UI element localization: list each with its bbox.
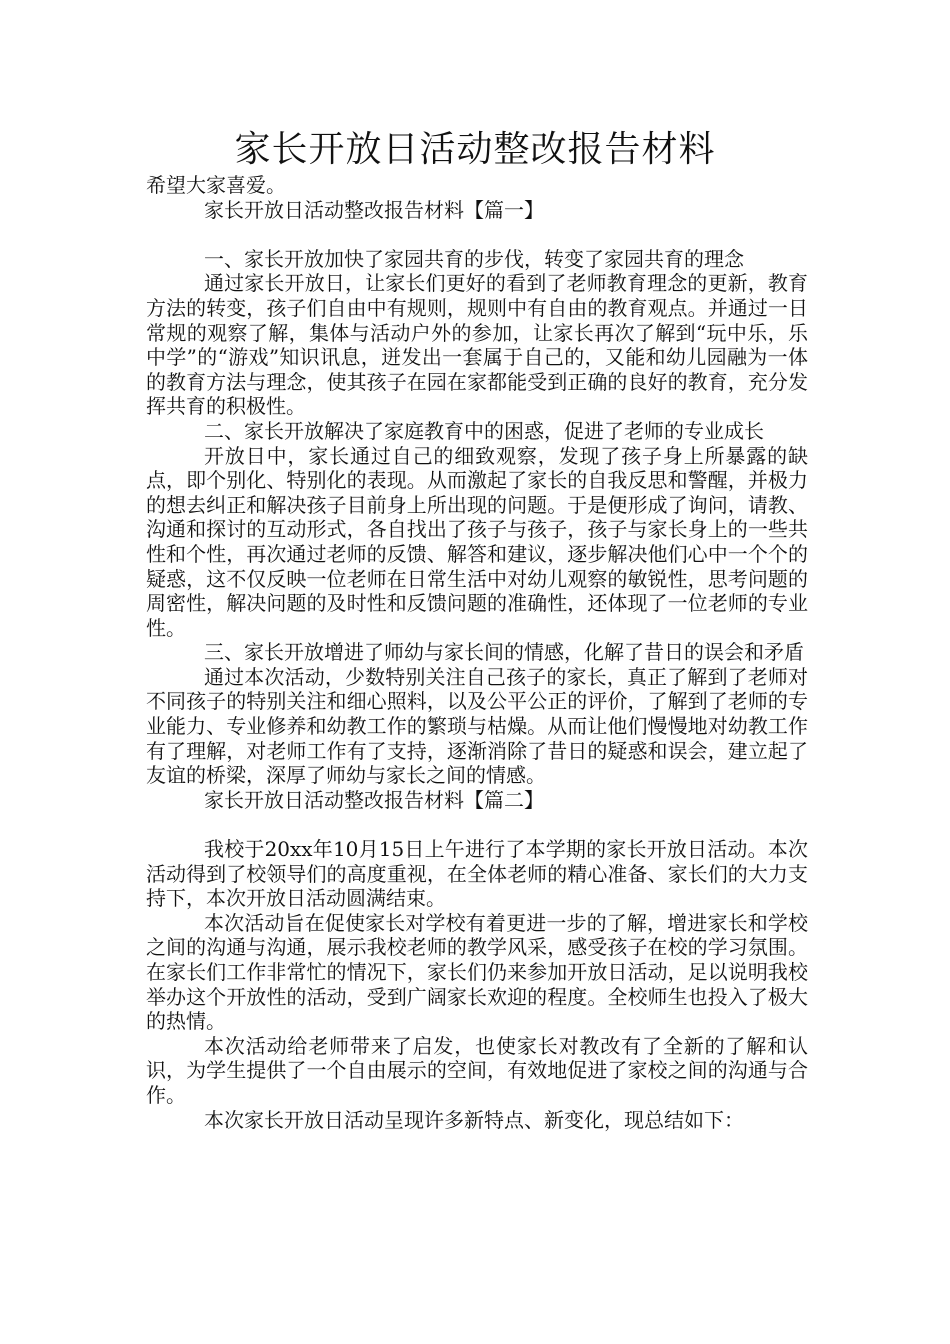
section2-paragraph: 本次活动旨在促使家长对学校有着更进一步的了解，增进家长和学校之间的沟通与沟通，展示我校老师的教学风采，感受孩子在校的学习氛围。在家长们工作非常忙的情况下，家长们仍来参加开放日活动，足以说明我校举办这个开放性的活动，受到广阔家长欢迎的程度。全校师生也投入了极大的热情。: [146, 910, 808, 1034]
section1-point3-heading: 三、家长开放增进了师幼与家长间的情感，化解了昔日的误会和矛盾: [204, 640, 804, 665]
section1-heading: 家长开放日活动整改报告材料【篇一】: [204, 197, 544, 222]
blank-line: [146, 812, 808, 837]
section2-paragraph: 本次活动给老师带来了启发，也使家长对教改有了全新的了解和认识，为学生提供了一个自由展示的空间，有效地促进了家校之间的沟通与合作。: [146, 1033, 808, 1107]
section2-heading: 家长开放日活动整改报告材料【篇二】: [204, 787, 544, 812]
document-body: [146, 173, 808, 1132]
intro-text: 希望大家喜爱。: [146, 173, 286, 197]
section1-point1-heading: 一、家长开放加快了家园共育的步伐，转变了家园共育的理念: [204, 246, 744, 271]
section1-paragraph: 通过本次活动，少数特别关注自己孩子的家长，真正了解到了老师对不同孩子的特别关注和细心照料，以及公平公正的评价，了解到了老师的专业能力、专业修养和幼教工作的繁琐与枯燥。从而让他们慢慢地对幼教工作有了理解，对老师工作有了支持，逐渐消除了昔日的疑惑和误会，建立起了友谊的桥梁，深厚了师幼与家长之间的情感。: [146, 664, 808, 788]
section1-paragraph: 开放日中，家长通过自己的细致观察，发现了孩子身上所暴露的缺点，即个别化、特别化的表现。从而激起了家长的自我反思和警醒，并极力的想去纠正和解决孩子目前身上所出现的问题。于是便形成了询问，请教、沟通和探讨的互动形式，各自找出了孩子与孩子，孩子与家长身上的一些共性和个性，再次通过老师的反馈、解答和建议，逐步解决他们心中一个个的疑惑，这不仅反映一位老师在日常生活中对幼儿观察的敏锐性，思考问题的周密性，解决问题的及时性和反馈问题的准确性，还体现了一位老师的专业性。: [146, 443, 808, 640]
section1-point2-heading: 二、家长开放解决了家庭教育中的困惑，促进了老师的专业成长: [204, 418, 764, 443]
section2-paragraph: 我校于20xx年10月15日上午进行了本学期的家长开放日活动。本次活动得到了校领导们的高度重视，在全体老师的精心准备、家长们的大力支持下，本次开放日活动圆满结束。: [146, 837, 808, 911]
document-title: 家长开放日活动整改报告材料: [234, 129, 716, 170]
blank-line: [146, 222, 808, 247]
section1-paragraph: 通过家长开放日，让家长们更好的看到了老师教育理念的更新，教育方法的转变，孩子们自由中有规则，规则中有自由的教育观点。并通过一日常规的观察了解，集体与活动户外的参加，让家长再次了解到“玩中乐，乐中学”的“游戏”知识讯息，迸发出一套属于自己的，又能和幼儿园融为一体的教育方法与理念，使其孩子在园在家都能受到正确的良好的教育，充分发挥共育的积极性。: [146, 271, 808, 419]
section2-paragraph: 本次家长开放日活动呈现许多新特点、新变化，现总结如下：: [204, 1107, 744, 1132]
